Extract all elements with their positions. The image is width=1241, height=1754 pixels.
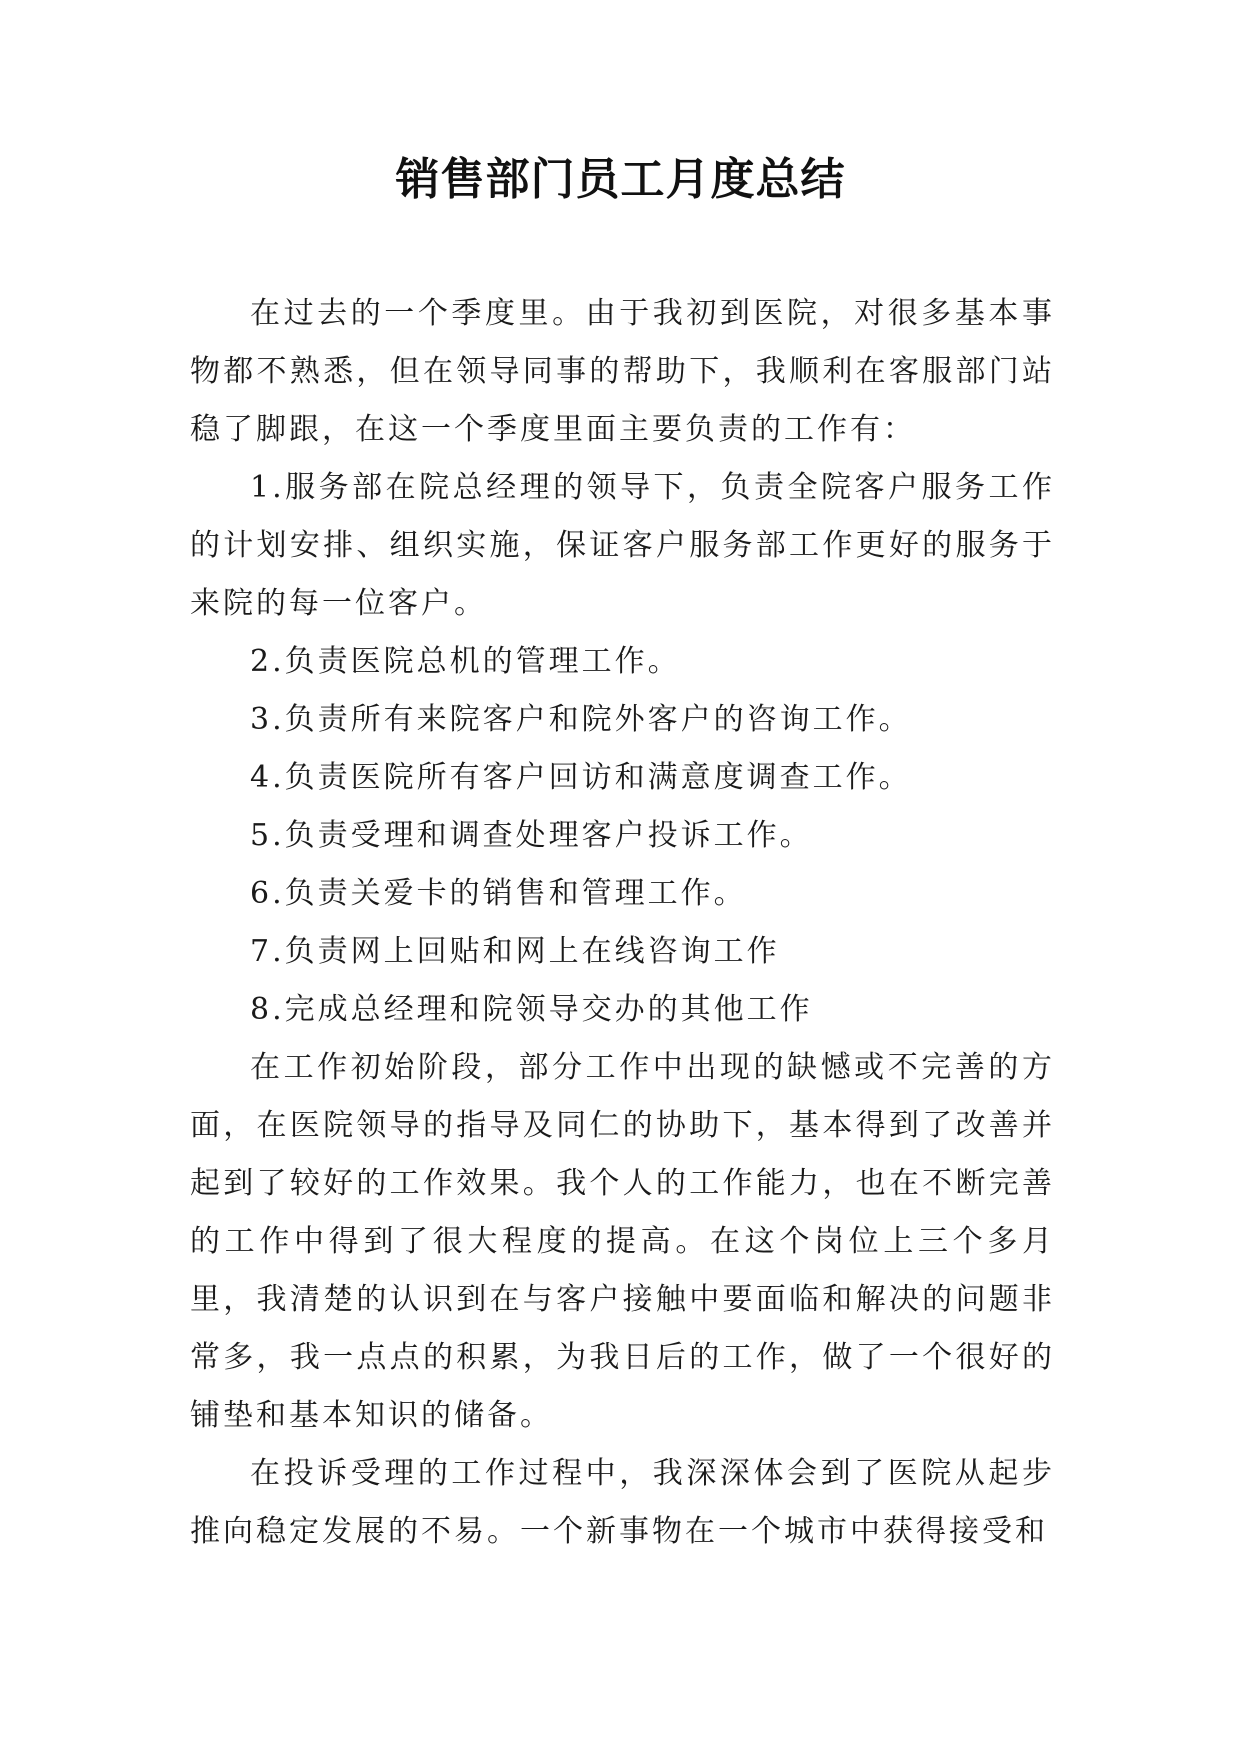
paragraph-intro: 在过去的一个季度里。由于我初到医院，对很多基本事物都不熟悉，但在领导同事的帮助下，我顺利在客服部门站稳了脚跟，在这一个季度里面主要负责的工作有： bbox=[190, 296, 1055, 447]
list-item-8: 8.完成总经理和院领导交办的其他工作 bbox=[250, 992, 813, 1027]
list-item-7: 7.负责网上回贴和网上在线咨询工作 bbox=[250, 934, 780, 969]
paragraph-progress: 在工作初始阶段，部分工作中出现的缺憾或不完善的方面，在医院领导的指导及同仁的协助下，基本得到了改善并起到了较好的工作效果。我个人的工作能力，也在不断完善的工作中得到了很大程度的提高。在这个岗位上三个多月里，我清楚的认识到在与客户接触中要面临和解决的问题非常多，我一点点的积累，为我日后的工作，做了一个很好的铺垫和基本知识的储备。 bbox=[190, 1050, 1055, 1433]
list-item-6: 6.负责关爱卡的销售和管理工作。 bbox=[250, 876, 747, 911]
document-title: 销售部门员工月度总结 bbox=[395, 154, 846, 205]
list-item-4: 4.负责医院所有客户回访和满意度调查工作。 bbox=[250, 760, 912, 795]
list-item-2: 2.负责医院总机的管理工作。 bbox=[250, 644, 681, 679]
document-body bbox=[190, 285, 1055, 1561]
paragraph-complaints: 在投诉受理的工作过程中，我深深体会到了医院从起步推向稳定发展的不易。一个新事物在一个城市中获得接受和 bbox=[190, 1456, 1055, 1549]
list-item-5: 5.负责受理和调查处理客户投诉工作。 bbox=[250, 818, 813, 853]
list-item-3: 3.负责所有来院客户和院外客户的咨询工作。 bbox=[250, 702, 912, 737]
list-item-1: 1.服务部在院总经理的领导下，负责全院客户服务工作的计划安排、组织实施，保证客户服务部工作更好的服务于来院的每一位客户。 bbox=[190, 470, 1055, 621]
